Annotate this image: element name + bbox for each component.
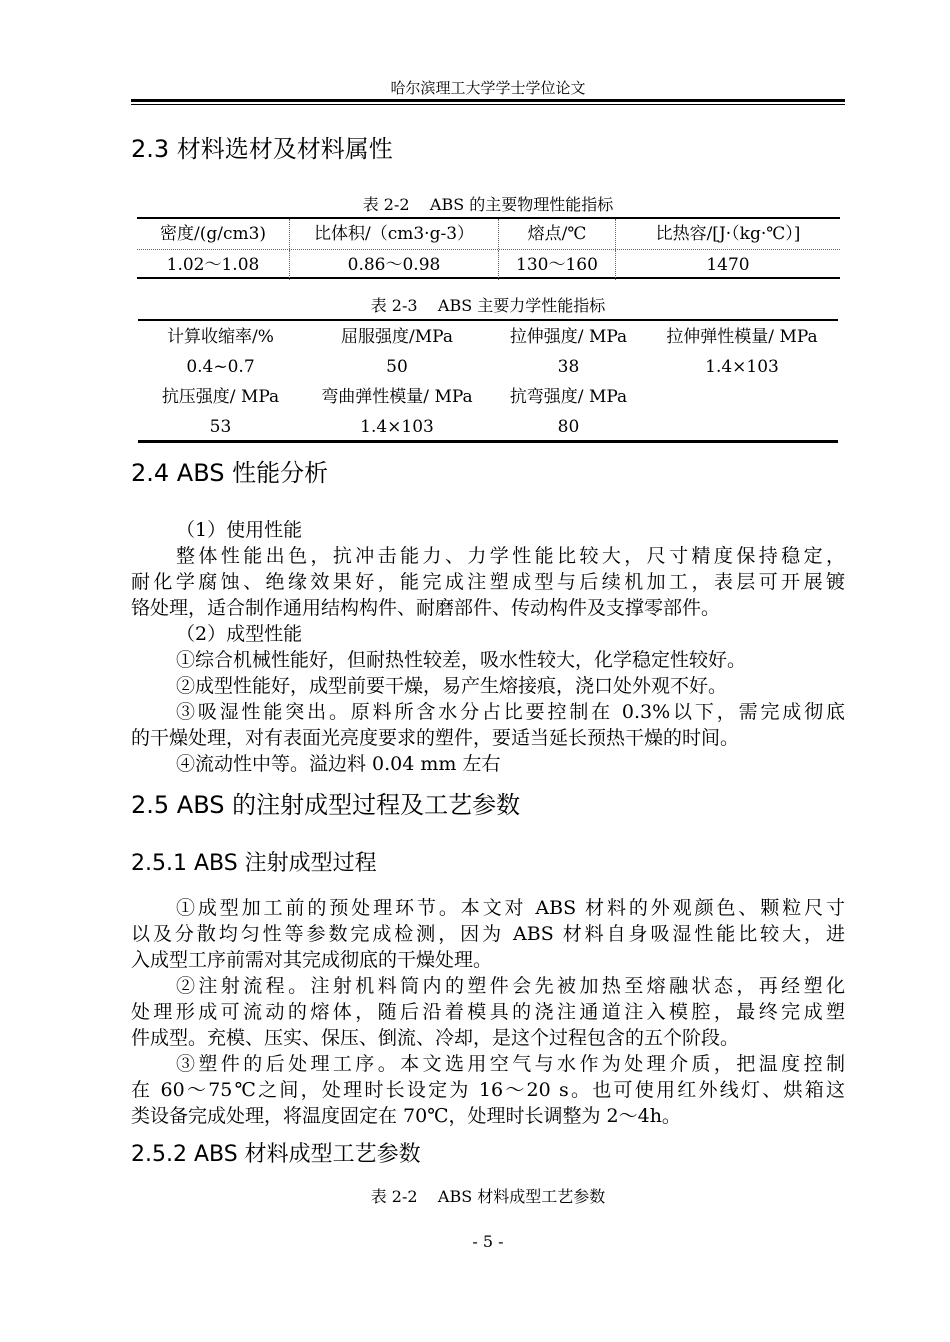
table-cell: 0.86～0.98 — [289, 250, 498, 280]
table-cell — [646, 412, 838, 442]
table-cell: 50 — [386, 357, 408, 377]
table-header-cell: 密度/(g/cm3) — [159, 224, 267, 244]
table-header-cell: 比体积/（cm3·g-3） — [289, 219, 498, 249]
table-row — [138, 382, 838, 412]
table-row — [138, 412, 838, 442]
paragraph-line: 入成型工序前需对其完成彻底的干燥处理。 — [131, 949, 493, 971]
table2-caption: 表 2-3 ABS 主要力学性能指标 — [370, 296, 606, 315]
table-header-cell: 比热容/[J·（kg·℃）] — [615, 219, 840, 249]
mechanical-properties-table — [138, 319, 838, 443]
header-rule-thick — [131, 99, 845, 102]
paragraph-line: ①成型加工前的预处理环节。本文对 ABS 材料的外观颜色、颗粒尺寸 — [176, 897, 845, 919]
table-cell: 拉伸强度/ MPa — [509, 327, 628, 347]
paragraph-line: 类设备完成处理，将温度固定在 70℃，处理时长调整为 2～4h。 — [131, 1105, 681, 1127]
table-cell: 53 — [209, 417, 232, 437]
section-heading-2-5: 2.5 ABS 的注射成型过程及工艺参数 — [131, 791, 521, 819]
list-item-continuation: 的干燥处理，对有表面光亮度要求的塑件，要适当延长预热干燥的时间。 — [131, 727, 740, 749]
table-cell: 38 — [557, 357, 580, 377]
table-row — [138, 352, 838, 382]
section-heading-2-3: 2.3 材料选材及材料属性 — [131, 135, 393, 163]
table-header-cell: 熔点/℃ — [498, 219, 615, 249]
table-header-row — [137, 219, 840, 249]
page-number: - 5 - — [472, 1232, 504, 1251]
paragraph-line: 铬处理，适合制作通用结构构件、耐磨部件、传动构件及支撑零部件。 — [131, 597, 721, 619]
paragraph-line: 耐化学腐蚀、绝缘效果好，能完成注塑成型与后续机加工，表层可开展镀 — [131, 571, 845, 593]
table-cell: 抗弯强度/ MPa — [509, 387, 628, 407]
section-heading-2-4: 2.4 ABS 性能分析 — [131, 459, 329, 487]
table3-caption: 表 2-2 ABS 材料成型工艺参数 — [370, 1187, 606, 1206]
header-rule-thin — [131, 104, 845, 105]
list-item: ①综合机械性能好，但耐热性较差，吸水性较大，化学稳定性较好。 — [176, 649, 747, 671]
table-cell: 拉伸弹性模量/ MPa — [666, 327, 818, 347]
table-cell: 弯曲弹性模量/ MPa — [321, 387, 473, 407]
table-row — [138, 322, 838, 352]
paragraph-line: 整体性能出色，抗冲击能力、力学性能比较大，尺寸精度保持稳定， — [176, 545, 845, 567]
running-header: 哈尔滨理工大学学士学位论文 — [390, 79, 586, 97]
physical-properties-table — [137, 217, 840, 279]
list-item: ③吸湿性能突出。原料所含水分占比要控制在 0.3%以下，需完成彻底 — [176, 701, 845, 723]
subheading-use-performance: （1）使用性能 — [176, 519, 303, 541]
table-cell: 计算收缩率/% — [167, 327, 274, 347]
table-cell: 屈服强度/MPa — [341, 327, 453, 347]
table-cell: 80 — [557, 417, 580, 437]
table-cell: 1470 — [615, 250, 840, 280]
section-heading-2-5-2: 2.5.2 ABS 材料成型工艺参数 — [131, 1142, 421, 1167]
table1-caption: 表 2-2 ABS 的主要物理性能指标 — [362, 195, 614, 214]
list-item: ④流动性中等。溢边料 0.04 mm 左右 — [176, 753, 501, 775]
section-heading-2-5-1: 2.5.1 ABS 注射成型过程 — [131, 851, 377, 876]
paragraph-line: 以及分散均匀性等参数完成检测，因为 ABS 材料自身吸湿性能比较大，进 — [131, 923, 845, 945]
subheading-forming-performance: （2）成型性能 — [176, 623, 303, 645]
list-item: ②成型性能好，成型前要干燥，易产生熔接痕，浇口处外观不好。 — [176, 675, 728, 697]
paragraph-line: 件成型。充模、压实、保压、倒流、冷却，是这个过程包含的五个阶段。 — [131, 1027, 740, 1049]
table-cell: 1.4×103 — [360, 417, 434, 437]
table-cell: 抗压强度/ MPa — [161, 387, 280, 407]
paragraph-line: 处理形成可流动的熔体，随后沿着模具的浇注通道注入模腔，最终完成塑 — [131, 1001, 845, 1023]
table-row — [137, 250, 840, 280]
table-cell: 1.4×103 — [705, 357, 779, 377]
table-cell: 0.4~0.7 — [186, 357, 255, 377]
paragraph-line: ③塑件的后处理工序。本文选用空气与水作为处理介质，把温度控制 — [176, 1053, 845, 1075]
paragraph-line: 在 60～75℃之间，处理时长设定为 16～20 s。也可使用红外线灯、烘箱这 — [131, 1079, 845, 1101]
paragraph-line: ②注射流程。注射机料筒内的塑件会先被加热至熔融状态，再经塑化 — [176, 975, 845, 997]
table-cell: 1.02～1.08 — [166, 255, 260, 275]
injection-process-body — [131, 895, 845, 1129]
table-cell — [646, 382, 838, 412]
table-cell: 130～160 — [498, 250, 615, 280]
performance-analysis-body — [131, 517, 845, 777]
